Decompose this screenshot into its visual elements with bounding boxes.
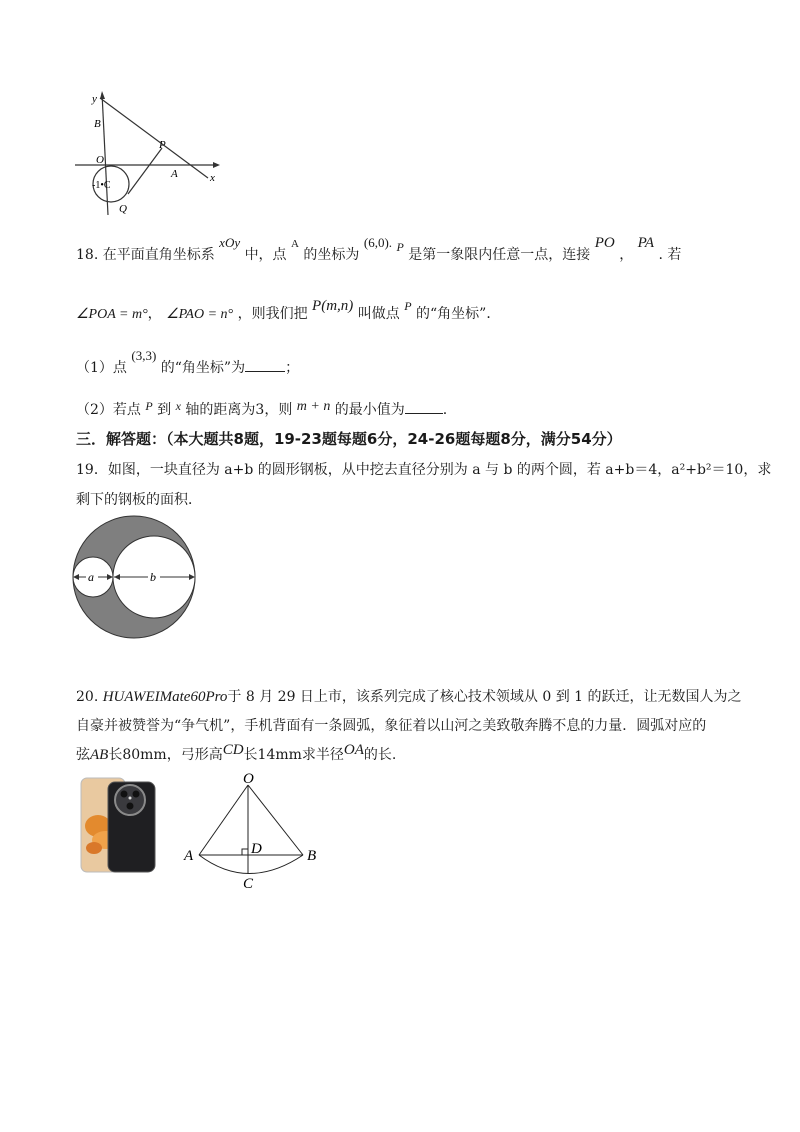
q18-pmn: P(m,n)	[312, 298, 354, 314]
q18-part1	[76, 348, 300, 377]
huawei-phone-image	[80, 776, 156, 874]
q19-line2: 剩下的钢板的面积．	[76, 492, 202, 508]
q18-point-p: P	[404, 299, 412, 313]
fig19-label-a: a	[88, 570, 94, 584]
q18-text: 的“角坐标”为	[160, 360, 246, 376]
q18-text: 中，点	[244, 247, 287, 263]
fig20-label-O: O	[243, 771, 254, 787]
q18-coord: (6,0).	[363, 235, 393, 250]
fig19-label-b: b	[150, 570, 156, 584]
q18-pa: PA	[637, 235, 655, 251]
q18-text: .	[442, 402, 448, 418]
fig17-x: x	[210, 172, 215, 184]
q18-text: 的坐标为	[303, 247, 360, 263]
q18-angle-poa: ∠POA = m°	[76, 307, 148, 322]
q18-point-33: (3,3)	[131, 348, 157, 363]
q18-part2	[76, 399, 447, 419]
q18-text: 是第一象限内任意一点，连接	[408, 247, 591, 263]
q18-text: ，则我们把	[237, 306, 308, 322]
q18-text: 的“角坐标”．	[416, 306, 501, 322]
q19-line1: 19．如图，一块直径为 a+b 的圆形钢板，从中挖去直径分别为 a 与 b 的两个圆，若 a+b＝4，a²+b²＝10，求	[76, 462, 772, 478]
q20-ab: AB	[90, 747, 109, 763]
answer-blank-1[interactable]	[245, 359, 285, 372]
q18-text: 叫做点	[357, 306, 400, 322]
q20-text: 长80mm，弓形高	[108, 747, 223, 763]
q20-oa: OA	[343, 742, 364, 758]
q20-cd: CD	[222, 742, 244, 758]
fig17-O: O	[96, 154, 104, 166]
q18-text: 轴的距离为3，则	[185, 402, 293, 418]
q18-text: （2）若点	[76, 402, 141, 418]
answer-blank-2[interactable]	[405, 401, 443, 414]
q20-number: 20.	[76, 689, 99, 705]
fig17-B: B	[94, 118, 101, 130]
figure-q19-circles	[72, 515, 198, 641]
fig20-label-B: B	[307, 848, 317, 864]
fig17-Q: Q	[119, 203, 127, 215]
q18-text: ；	[285, 360, 300, 376]
q18-line1	[76, 235, 682, 264]
q20-text: 弦	[76, 747, 90, 763]
q20-text: 的长.	[363, 747, 397, 763]
q18-point-a: A	[291, 238, 299, 250]
q18-text: 到	[157, 402, 172, 418]
q20-text: 长14mm求半径	[243, 747, 344, 763]
q18-number: 18.	[76, 247, 99, 263]
q18-text: 在平面直角坐标系	[102, 247, 215, 263]
q18-angle-pao: ∠PAO = n°	[166, 307, 234, 322]
fig17-A: A	[171, 168, 178, 180]
q18-point-p: P	[396, 240, 404, 254]
fig20-label-D: D	[251, 841, 262, 857]
fig17-C: -1•C	[92, 180, 111, 191]
q18-x-axis: x	[175, 399, 181, 413]
q18-po: PO	[594, 235, 615, 251]
section-3-heading: 三．解答题：（本大题共8题，19-23题每题6分，24-26题每题8分，满分54分）	[76, 430, 622, 448]
q18-m-plus-n: m + n	[296, 399, 331, 414]
q18-xoy: xOy	[219, 235, 241, 250]
fig20-label-A: A	[184, 848, 194, 864]
q20-line1	[76, 686, 742, 706]
figure-q20-arc	[180, 770, 330, 892]
q20-brand: HUAWEIMate60Pro	[102, 689, 228, 705]
q18-line2: ∠POA = m°， ∠PAO = n° ，则我们把 P(m,n) 叫做点 P 的“角坐标”．	[76, 298, 501, 322]
q20-text: 于 8 月 29 日上市，该系列完成了核心技术领域从 0 到 1 的跃迁，让无数国人为之	[227, 689, 742, 705]
fig17-P: P	[159, 139, 166, 151]
q18-text: （1）点	[76, 360, 127, 376]
fig17-y: y	[92, 93, 97, 105]
q20-line3	[76, 744, 396, 764]
q18-text: 的最小值为	[334, 402, 405, 418]
q20-line2: 自豪并被赞誉为“争气机”，手机背面有一条圆弧，象征着以山河之美致敬奔腾不息的力量．圆弧对应的	[76, 718, 707, 734]
q18-point-p: P	[145, 399, 153, 413]
q18-text: . 若	[658, 247, 682, 263]
figure-q17-coordinate	[70, 90, 230, 225]
q18-text: ，	[619, 247, 634, 263]
fig20-label-C: C	[243, 876, 254, 892]
